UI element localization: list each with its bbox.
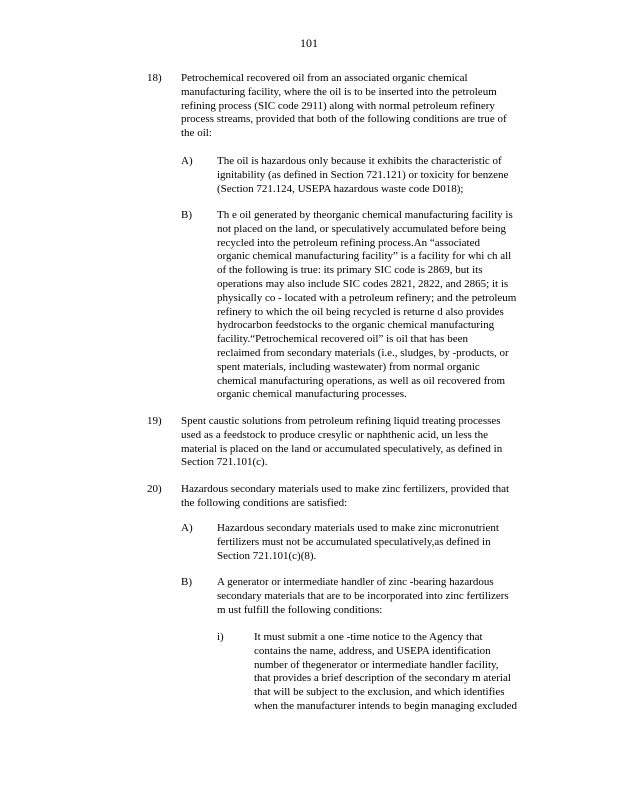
text-line: the following conditions are satisfied:: [181, 496, 348, 509]
item-number: 19): [147, 415, 162, 427]
text-line: fertilizers must not be accumulated speculatively,as defined in: [217, 535, 491, 548]
text-line: organic chemical manufacturing facility” is a facility for whi ch all: [217, 250, 512, 263]
item-number: 18): [147, 72, 162, 84]
item-text: [217, 576, 542, 617]
text-line: material is placed on the land or accumulated speculatively, as defined in: [181, 442, 503, 455]
text-line: hydrocarbon feedstocks to the organic chemical manufacturing: [217, 319, 495, 332]
text-line: not placed on the land, or speculatively accumulated before being: [217, 222, 506, 235]
text-line: that provides a brief description of the secondary m aterial: [254, 672, 511, 685]
item-text: [254, 631, 539, 714]
text-line: Hazardous secondary materials used to make zinc fertilizers, provided that: [181, 483, 510, 495]
item-number: B): [181, 209, 192, 221]
text-line: ignitability (as defined in Section 721.121) or toxicity for benzene: [217, 168, 509, 181]
text-line: chemical manufacturing operations, as well as oil recovered from: [217, 374, 506, 387]
text-line: Th e oil generated by theorganic chemical manufacturing facility is: [217, 209, 513, 221]
text-line: organic chemical manufacturing processes.: [217, 388, 407, 401]
item-text: [217, 522, 542, 563]
text-line: recycled into the petroleum refining process.An “associated: [217, 236, 480, 249]
text-line: that will be subject to the exclusion, and which identifies: [254, 686, 505, 699]
text-line: Petrochemical recovered oil from an associated organic chemical: [181, 72, 468, 84]
text-line: manufacturing facility, where the oil is to be inserted into the petroleum: [181, 85, 497, 98]
text-line: It must submit a one -time notice to the Agency that: [254, 631, 483, 643]
text-line: spent materials, including wastewater) from normal organic: [217, 360, 480, 373]
text-line: the oil:: [181, 127, 212, 140]
item-number: A): [181, 155, 193, 167]
text-line: (Section 721.124, USEPA hazardous waste code D018);: [217, 182, 464, 195]
text-line: Section 721.101(c)(8).: [217, 549, 317, 562]
item-text: [217, 155, 542, 196]
text-line: contains the name, address, and USEPA identification: [254, 644, 491, 657]
text-line: operations may also include SIC codes 2821, 2822, and 2865; it is: [217, 277, 509, 290]
text-line: Spent caustic solutions from petroleum refining liquid treating processes: [181, 415, 501, 427]
text-line: when the manufacturer intends to begin managing excluded: [254, 699, 517, 712]
item-text: [181, 72, 541, 141]
text-line: of the following is true: its primary SIC code is 2869, but its: [217, 264, 483, 277]
text-line: number of thegenerator or intermediate handler facility,: [254, 658, 499, 671]
text-line: physically co - located with a petroleum refinery; and the petroleum: [217, 291, 517, 304]
text-line: refinery to which the oil being recycled is returne d also provides: [217, 305, 504, 318]
text-line: process streams, provided that both of the following conditions are true of: [181, 113, 507, 126]
text-line: Hazardous secondary materials used to make zinc micronutrient: [217, 522, 499, 534]
text-line: facility.“Petrochemical recovered oil” is oil that has been: [217, 333, 468, 346]
item-number: 20): [147, 483, 162, 495]
text-line: The oil is hazardous only because it exhibits the characteristic of: [217, 155, 502, 167]
item-number: B): [181, 576, 192, 588]
page-number: 101: [300, 36, 318, 50]
item-text: [181, 483, 541, 511]
item-text: [217, 209, 542, 402]
text-line: m ust fulfill the following conditions:: [217, 603, 383, 616]
text-line: secondary materials that are to be incorporated into zinc fertilizers: [217, 589, 509, 602]
text-line: reclaimed from secondary materials (i.e., sludges, by -products, or: [217, 346, 509, 359]
text-line: Section 721.101(c).: [181, 456, 268, 469]
text-line: A generator or intermediate handler of zinc -bearing hazardous: [217, 576, 494, 588]
text-line: refining process (SIC code 2911) along with normal petroleum refinery: [181, 99, 495, 112]
item-text: [181, 415, 541, 470]
text-line: used as a feedstock to produce cresylic or naphthenic acid, un less the: [181, 428, 488, 441]
item-number: i): [217, 631, 224, 643]
item-number: A): [181, 522, 193, 534]
